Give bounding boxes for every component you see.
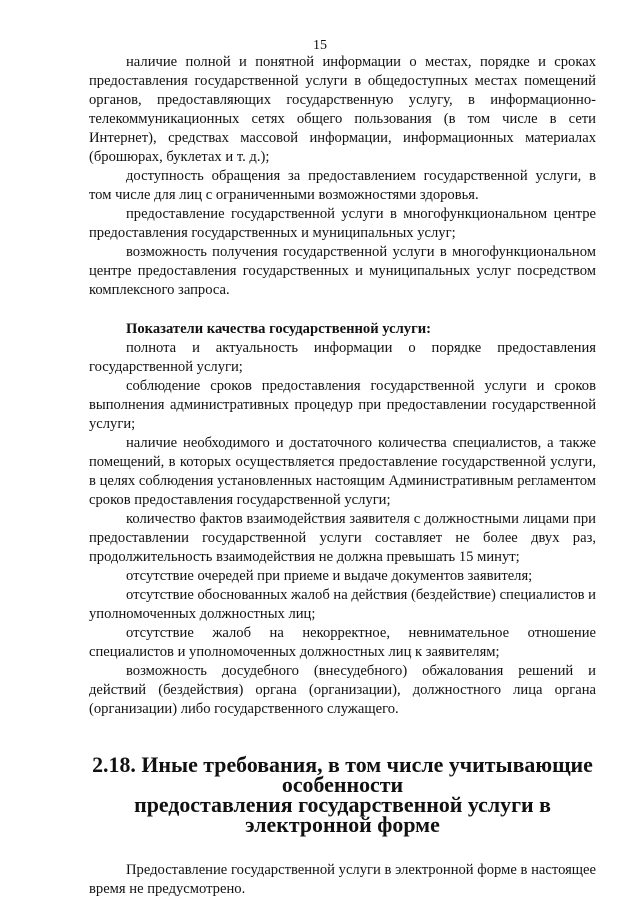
quality-heading: Показатели качества государственной услуги: xyxy=(126,321,431,337)
quality-list xyxy=(89,339,596,719)
list-item: возможность получения государственной услуги в многофункциональном центре предоставления государственных и муниципальных услуг посредством комплексного запроса. xyxy=(89,244,596,298)
list-item: отсутствие обоснованных жалоб на действия (бездействие) специалистов и уполномоченных должностных лиц; xyxy=(89,587,596,622)
page-number: 15 xyxy=(313,38,327,53)
intro-list xyxy=(89,53,596,300)
list-item: наличие полной и понятной информации о местах, порядке и сроках предоставления государственной услуги в общедоступных местах помещений органов, предоставляющих государственную услугу, в информационно-телекоммуникационных сетях общего пользования (в том числе в сети Интернет), средствах массовой информации, информационных материалах (брошюрах, буклетах и т. д.); xyxy=(89,54,596,165)
list-item: доступность обращения за предоставлением государственной услуги, в том числе для лиц с ограниченными возможностями здоровья. xyxy=(89,168,596,203)
list-item: количество фактов взаимодействия заявителя с должностными лицами при предоставлении государственной услуги составляет не более двух раз, продолжительность взаимодействия не должна превышать 15 минут; xyxy=(89,511,596,565)
section-title-line: 2.18. Иные требования, в том числе учитывающие особенности xyxy=(92,752,593,797)
section-title xyxy=(89,752,596,837)
list-item: полнота и актуальность информации о порядке предоставления государственной услуги; xyxy=(89,340,596,375)
list-item: отсутствие жалоб на некорректное, невнимательное отношение специалистов и уполномоченных должностных лиц к заявителям; xyxy=(89,625,596,660)
list-item: возможность досудебного (внесудебного) обжалования решений и действий (бездействия) органа (организации), должностного лица органа (организации) либо государственного служащего. xyxy=(89,663,596,717)
list-item: отсутствие очередей при приеме и выдаче документов заявителя; xyxy=(126,568,533,584)
section-body: Предоставление государственной услуги в электронной форме в настоящее время не предусмотрено. xyxy=(89,862,596,897)
list-item: соблюдение сроков предоставления государственной услуги и сроков выполнения административных процедур при предоставлении государственной услуги; xyxy=(89,378,596,432)
list-item: предоставление государственной услуги в многофункциональном центре предоставления государственных и муниципальных услуг; xyxy=(89,206,596,241)
list-item: наличие необходимого и достаточного количества специалистов, а также помещений, в которых осуществляется предоставление государственной услуги, в целях соблюдения установленных настоящим Административным регламентом сроков предоставления государственной услуги; xyxy=(89,435,596,508)
section-title-line: предоставления государственной услуги в электронной форме xyxy=(134,792,551,837)
document-body xyxy=(89,53,596,899)
